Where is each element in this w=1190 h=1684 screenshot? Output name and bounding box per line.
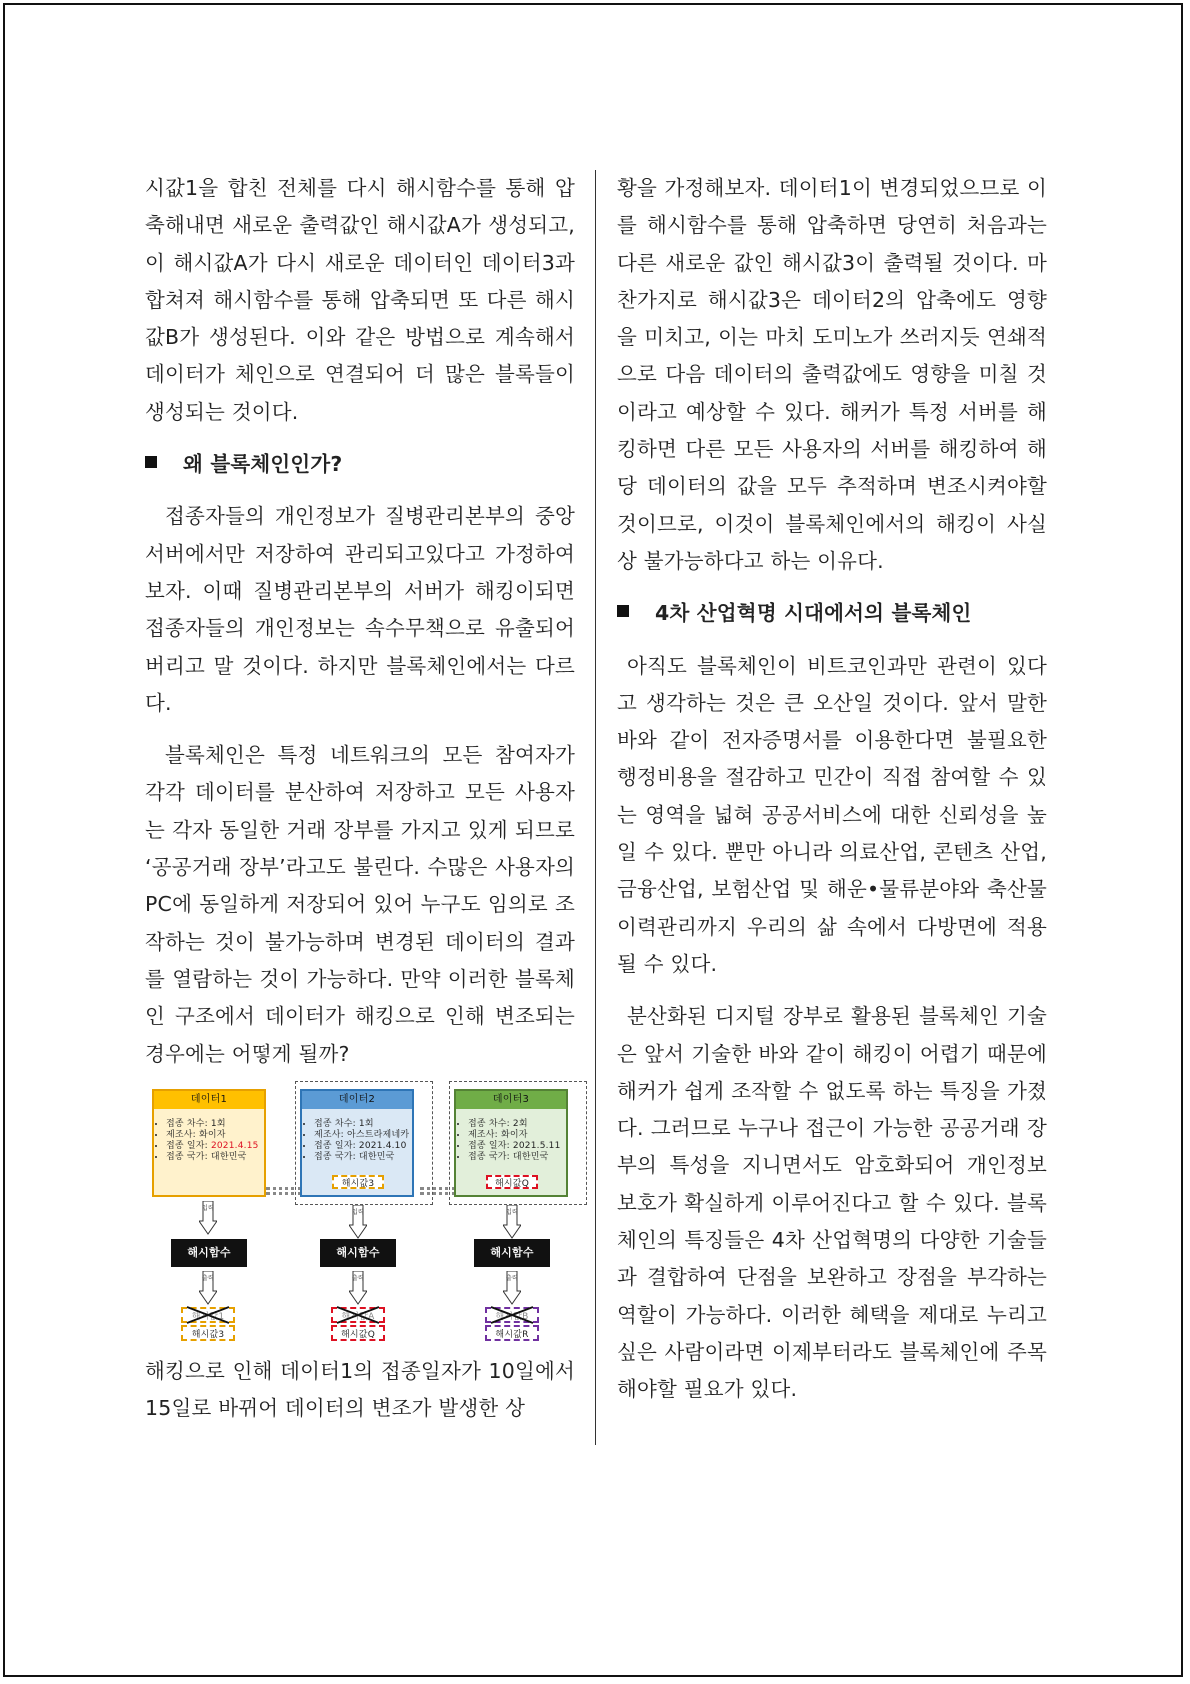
paragraph: 분산화된 디지털 장부로 활용된 블록체인 기술은 앞서 기술한 바와 같이 해킹이 어렵기 때문에 해커가 쉽게 조작할 수 없도록 하는 특징을 가졌다. 그러므로 누구나 접근이 가능한 공공거래 장부의 특성을 지니면서도 암호화되어 개인정보 보호가 확실하게 이루어진다고 할 수 있다. 블록체인의 특징들은 4차 산업혁명의 다양한 기술들과 결합하여 단점을 보완하고 장점을 부각하는 역할이 가능하다. 이러한 혜택을 제대로 누리고 싶은 사람이라면 이제부터라도 블록체인에 주목해야할 필요가 있다. <box>617 1004 1047 1402</box>
data-block: 데이터3 • 접종 차수: 2회 • 제조사: 화이자 • 접종 일자: 2021.5.11 • 접종 국가: 대한민국 해시값Q <box>454 1089 568 1197</box>
hash-value-in: 해시값Q <box>486 1175 538 1189</box>
old-hash-value: 해시값A <box>331 1307 385 1323</box>
input-arrow-icon <box>349 1205 367 1239</box>
output-arrow-icon <box>349 1271 367 1305</box>
hash-value-in: 해시값3 <box>332 1175 384 1189</box>
block-title: 데이터1 <box>154 1091 264 1109</box>
blockchain-figure <box>148 1081 588 1349</box>
hash-function-box: 해시함수 <box>320 1239 396 1267</box>
square-bullet-icon <box>617 605 629 617</box>
svg-text:출력: 출력 <box>202 1274 214 1282</box>
input-arrow-icon <box>503 1205 521 1239</box>
square-bullet-icon <box>145 456 157 468</box>
new-hash-value: 해시값Q <box>331 1325 385 1341</box>
svg-text:입력: 입력 <box>352 1208 364 1216</box>
svg-text:입력: 입력 <box>506 1208 518 1216</box>
chain-link-icon <box>266 1187 302 1195</box>
cross-icon <box>485 1306 539 1324</box>
data-block: 데이터1 • 접종 차수: 1회 • 제조사: 화이자 • 접종 일자: 2021.4.15 • 접종 국가: 대한민국 <box>152 1089 266 1197</box>
right-column <box>617 170 1047 1409</box>
output-arrow-icon <box>199 1271 217 1305</box>
chain-link-icon <box>420 1187 456 1195</box>
old-hash-value: 해시값B <box>485 1307 539 1323</box>
cross-icon <box>331 1306 385 1324</box>
output-arrow-icon <box>503 1271 521 1305</box>
hash-function-box: 해시함수 <box>474 1239 550 1267</box>
old-hash-value: 해시값1 <box>181 1307 235 1323</box>
tampered-date: 2021.4.15 <box>210 1140 259 1151</box>
input-arrow-icon <box>199 1201 217 1235</box>
new-hash-value: 해시값R <box>485 1325 539 1341</box>
section-heading: 4차 산업혁명 시대에서의 블록체인 <box>617 595 1047 632</box>
new-hash-value: 해시값3 <box>181 1325 235 1341</box>
svg-text:출력: 출력 <box>506 1274 518 1282</box>
block-title: 데이터2 <box>302 1091 412 1109</box>
paragraph: 블록체인은 특정 네트워크의 모든 참여자가 각각 데이터를 분산하여 저장하고 모든 사용자는 각자 동일한 거래 장부를 가지고 있게 되므로 ‘공공거래 장부’라고도 불린다. 수많은 사용자의 PC에 동일하게 저장되어 있어 누구도 임의로 조작하는 것이 불가능하며 변경된 데이터의 결과를 열람하는 것이 가능하다. 만약 이러한 블록체인 구조에서 데이터가 해킹으로 인해 변조되는 경우에는 어떻게 될까? <box>145 743 575 1066</box>
hash-function-box: 해시함수 <box>171 1239 247 1267</box>
column-divider <box>595 170 596 1445</box>
paragraph: 황을 가정해보자. 데이터1이 변경되었으므로 이를 해시함수를 통해 압축하면 당연히 처음과는 다른 새로운 값인 해시값3이 출력될 것이다. 마찬가지로 해시값3은 데이터2의 압축에도 영향을 미치고, 이는 마치 도미노가 쓰러지듯 연쇄적으로 다음 데이터의 출력값에도 영향을 미칠 것이라고 예상할 수 있다. 해커가 특정 서버를 해킹하면 다른 모든 사용자의 서버를 해킹하여 해당 데이터의 값을 모두 추적하며 변조시켜야할 것이므로, 이것이 블록체인에서의 해킹이 사실상 불가능하다고 하는 이유다. <box>617 176 1047 573</box>
data-block: 데이터2 • 접종 차수: 1회 • 제조사: 아스트라제네카 • 접종 일자: 2021.4.10 • 접종 국가: 대한민국 해시값3 <box>300 1089 414 1197</box>
paragraph: 접종자들의 개인정보가 질병관리본부의 중앙 서버에서만 저장하여 관리되고있다고 가정하여 보자. 이때 질병관리본부의 서버가 해킹이되면 접종자들의 개인정보는 속수무책으로 유출되어 버리고 말 것이다. 하지만 블록체인에서는 다르다. <box>145 504 575 715</box>
block-title: 데이터3 <box>456 1091 566 1109</box>
cross-icon <box>181 1306 235 1324</box>
svg-text:입력: 입력 <box>202 1204 214 1212</box>
section-heading: 왜 블록체인인가? <box>145 446 575 483</box>
paragraph: 아직도 블록체인이 비트코인과만 관련이 있다고 생각하는 것은 큰 오산일 것이다. 앞서 말한 바와 같이 전자증명서를 이용한다면 불필요한 행정비용을 절감하고 민간이 직접 참여할 수 있는 영역을 넓혀 공공서비스에 대한 신뢰성을 높일 수 있다. 뿐만 아니라 의료산업, 콘텐츠 산업, 금융산업, 보험산업 및 해운•물류분야와 축산물 이력관리까지 우리의 삶 속에서 다방면에 적용될 수 있다. <box>617 653 1047 976</box>
left-column <box>145 170 575 1427</box>
paragraph: 시값1을 합친 전체를 다시 해시함수를 통해 압축해내면 새로운 출력값인 해시값A가 생성되고, 이 해시값A가 다시 새로운 데이터인 데이터3과 합쳐져 해시함수를 통해 압축되면 또 다른 해시값B가 생성된다. 이와 같은 방법으로 계속해서 데이터가 체인으로 연결되어 더 많은 블록들이 생성되는 것이다. <box>145 176 575 424</box>
svg-text:출력: 출력 <box>352 1274 364 1282</box>
paragraph: 해킹으로 인해 데이터1의 접종일자가 10일에서 15일로 바뀌어 데이터의 변조가 발생한 상 <box>145 1358 575 1421</box>
